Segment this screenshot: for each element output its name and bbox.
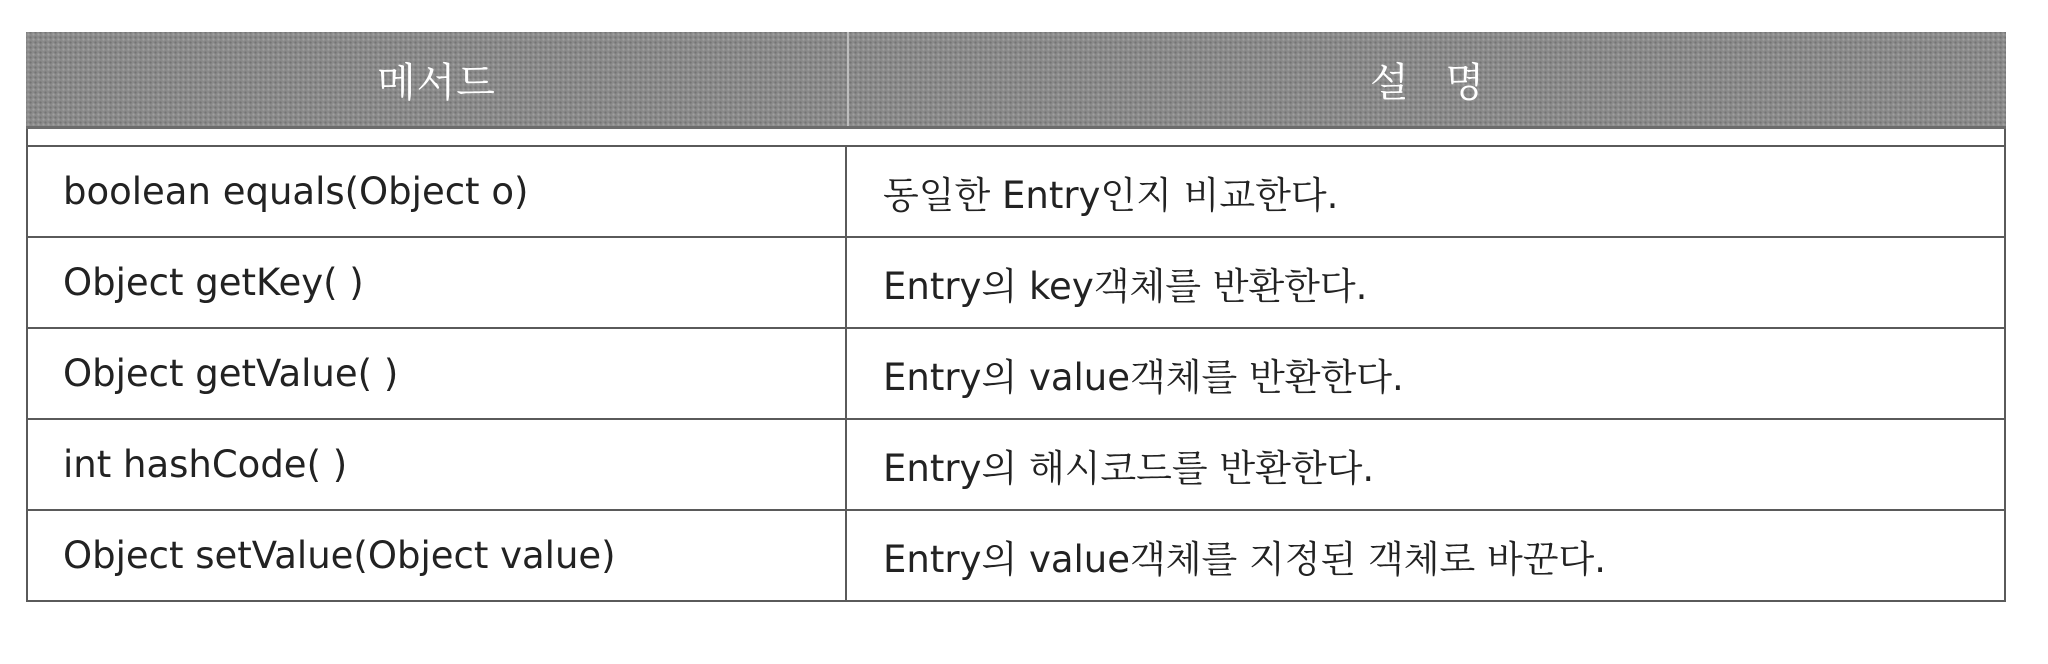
table-row — [28, 147, 2004, 238]
header-description: 설 명 — [1370, 59, 1485, 106]
table-row — [28, 329, 2004, 420]
header-method: 메서드 — [26, 32, 849, 126]
method-cell: Object setValue(Object value) — [28, 511, 847, 600]
description-cell: 동일한 Entry인지 비교한다. — [883, 173, 1339, 217]
header-gap — [26, 129, 2006, 147]
description-cell: Entry의 해시코드를 반환한다. — [883, 446, 1375, 490]
table-row — [28, 511, 2004, 602]
method-table — [26, 32, 2006, 602]
table-header — [26, 32, 2006, 129]
method-cell: boolean equals(Object o) — [28, 147, 847, 236]
method-cell: Object getValue( ) — [28, 329, 847, 418]
description-cell: Entry의 value객체를 지정된 객체로 바꾼다. — [883, 537, 1606, 581]
method-cell: int hashCode( ) — [28, 420, 847, 509]
table-body — [26, 147, 2006, 602]
description-cell: Entry의 value객체를 반환한다. — [883, 355, 1404, 399]
description-cell: Entry의 key객체를 반환한다. — [883, 264, 1368, 308]
method-cell: Object getKey( ) — [28, 238, 847, 327]
table-row — [28, 238, 2004, 329]
table-row — [28, 420, 2004, 511]
